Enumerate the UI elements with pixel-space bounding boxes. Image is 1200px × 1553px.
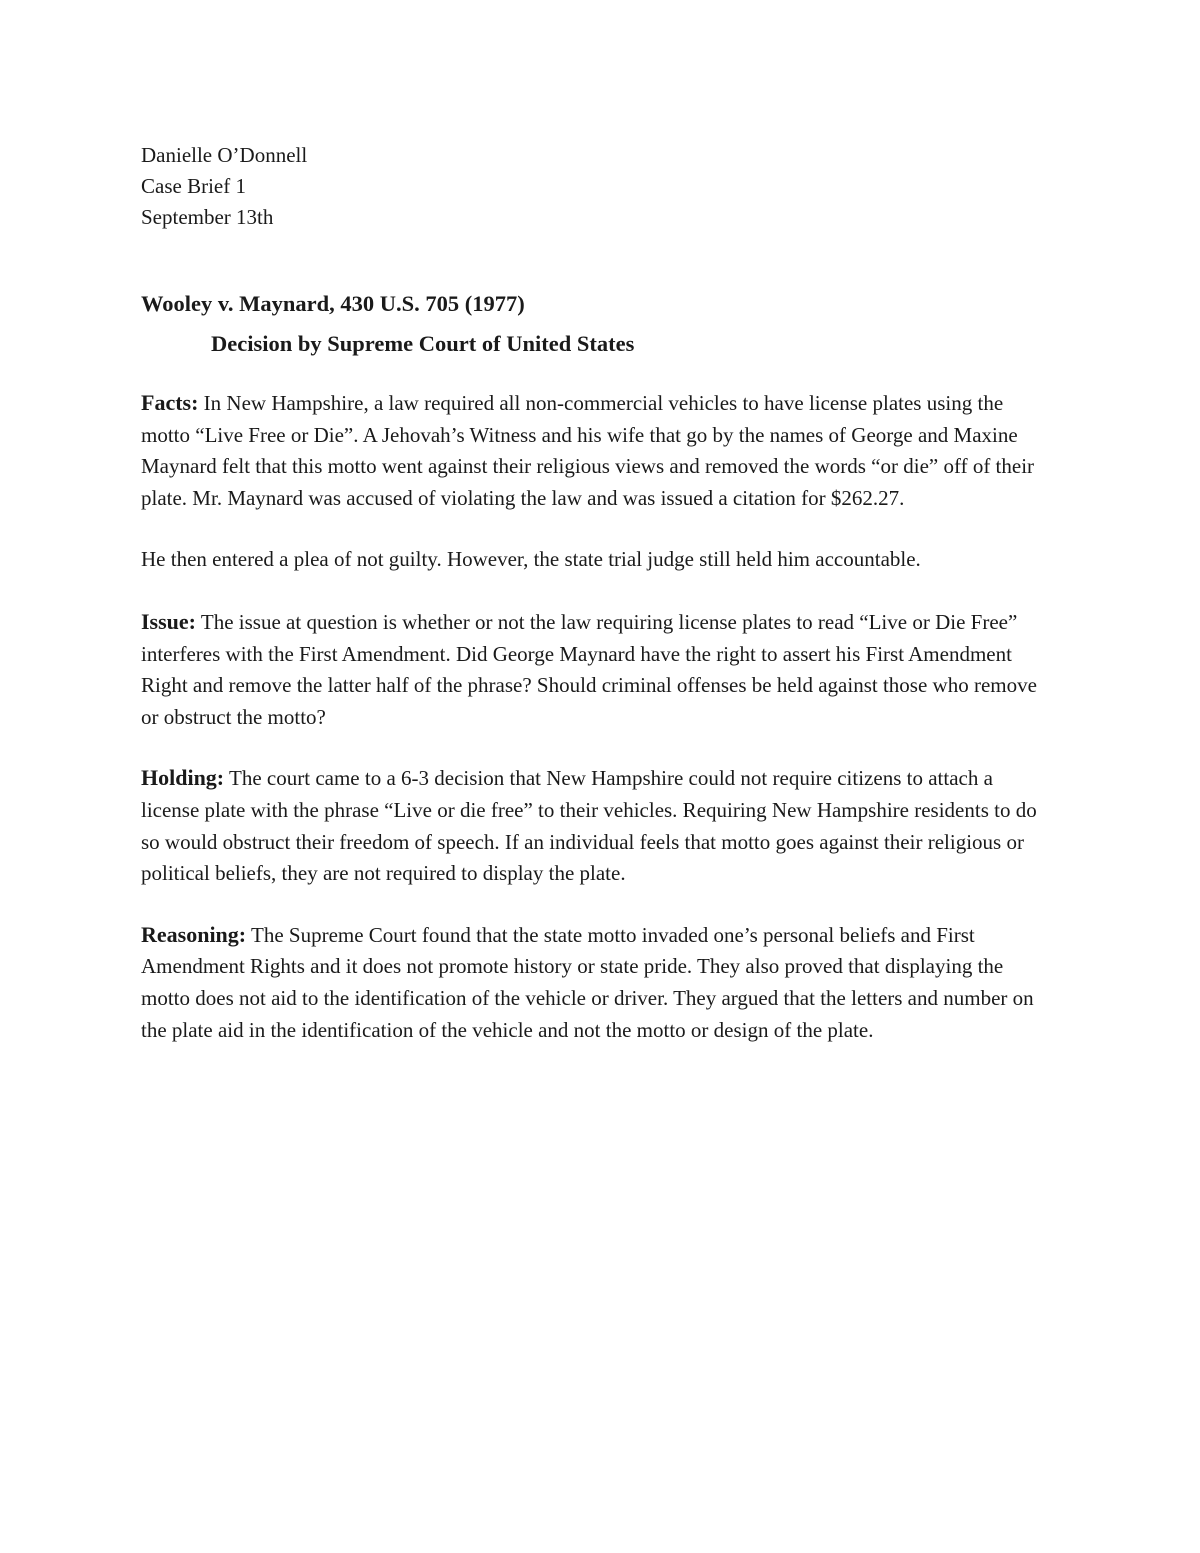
holding-label: Holding: [141,765,225,791]
case-title: Wooley v. Maynard, 430 U.S. 705 (1977) [141,291,525,316]
document-page [141,140,1056,1046]
date-line: September 13th [141,205,274,229]
holding-paragraph [141,762,1056,889]
facts-paragraph [141,387,1056,514]
title-block [141,284,1056,364]
reasoning-text: The Supreme Court found that the state motto invaded one’s personal beliefs and First Amendment Rights and it does not promote history or state pride. They also proved that displaying the motto does not aid to the identification of the vehicle or driver. They argued that the letters and number on the plate aid in the identification of the vehicle and not the motto or design of the plate. [141,922,1034,1042]
assignment-title: Case Brief 1 [141,174,246,198]
court-line: Decision by Supreme Court of United States [211,331,635,356]
header-block [141,140,1056,233]
issue-label: Issue: [141,608,197,634]
facts-paragraph-2 [141,544,1056,576]
issue-text: The issue at question is whether or not the law requiring license plates to read “Live or Die Free” interferes with the First Amendment. Did George Maynard have the right to assert his First Amendment Right and remove the latter half of the phrase? Should criminal offenses be held against those who remove or obstruct the motto? [141,609,1037,729]
issue-paragraph [141,606,1056,733]
holding-text: The court came to a 6-3 decision that New Hampshire could not require citizens to attach a license plate with the phrase “Live or die free” to their vehicles. Requiring New Hampshire residents to do so would obstruct their freedom of speech. If an individual feels that motto goes against their religious or political beliefs, they are not required to display the plate. [141,766,1037,886]
reasoning-paragraph [141,919,1056,1046]
facts-text: In New Hampshire, a law required all non-commercial vehicles to have license plates using the motto “Live Free or Die”. A Jehovah’s Witness and his wife that go by the names of George and Maxine Maynard felt that this motto went against their religious views and removed the words “or die” off of their plate. Mr. Maynard was accused of violating the law and was issued a citation for $262.27. [141,391,1035,510]
facts-text-2: He then entered a plea of not guilty. However, the state trial judge still held him accountable. [141,547,921,572]
author-name: Danielle O’Donnell [141,143,308,167]
reasoning-label: Reasoning: [141,921,247,947]
facts-label: Facts: [141,390,199,415]
